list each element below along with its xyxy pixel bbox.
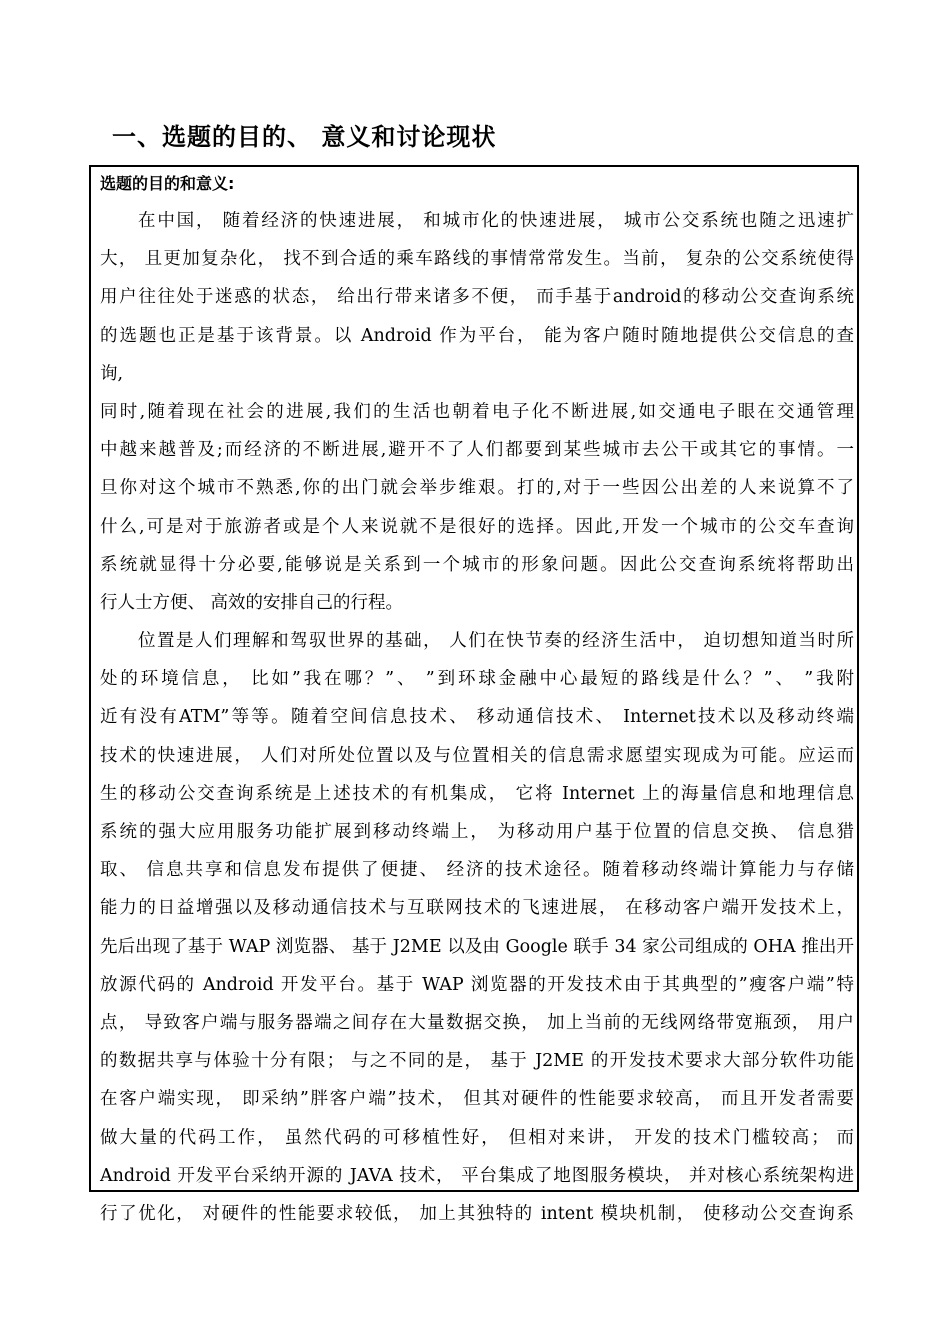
text-line: 处的环境信息， 比如”我在哪？”、 ”到环球金融中心最短的路线是什么？”、 ”我附: [100, 669, 854, 690]
text-line: 在中国， 随着经济的快速进展， 和城市化的快速进展， 城市公交系统也随之迅速扩: [138, 211, 854, 231]
text-line: 近有没有ATM”等等。随着空间信息技术、 移动通信技术、 Internet技术以及移动终端: [100, 707, 854, 728]
text-line: 做大量的代码工作， 虽然代码的可移植性好， 但相对来讲， 开发的技术门槛较高； 而: [100, 1127, 854, 1148]
content-box: [89, 165, 859, 1224]
subsection-title: 选题的目的和意义:: [100, 174, 235, 193]
text-line: 用户往往处于迷惑的状态， 给出行带来诸多不便， 而手基于android的移动公交查询系统: [100, 287, 854, 308]
text-line: 先后出现了基于 WAP 浏览器、 基于 J2ME 以及由 Google 联手 34 家公司组成的 OHA 推出开: [100, 936, 854, 957]
text-line: 中越来越普及;而经济的不断进展,避开不了人们都要到某些城市去公干或其它的事情。一: [100, 440, 854, 461]
text-line: 行了优化， 对硬件的性能要求较低， 加上其独特的 intent 模块机制， 使移动公交查询系: [100, 1203, 854, 1224]
text-line: 生的移动公交查询系统是上述技术的有机集成， 它将 Internet 上的海量信息和地理信息: [100, 783, 854, 804]
text-line: 技术的快速进展， 人们对所处位置以及与位置相关的信息需求愿望实现成为可能。应运而: [100, 745, 854, 766]
text-line: 位置是人们理解和驾驭世界的基础， 人们在快节奏的经济生活中， 迫切想知道当时所: [138, 631, 854, 652]
text-line: 系统就显得十分必要,能够说是关系到一个城市的形象问题。因此公交查询系统将帮助出: [100, 554, 854, 575]
text-line: 在客户端实现， 即采纳”胖客户端”技术， 但其对硬件的性能要求较高， 而且开发者需要: [100, 1089, 854, 1110]
text-line: 的数据共享与体验十分有限； 与之不同的是， 基于 J2ME 的开发技术要求大部分软件功能: [100, 1051, 854, 1072]
text-line: 系统的强大应用服务功能扩展到移动终端上， 为移动用户基于位置的信息交换、 信息猎: [100, 822, 854, 842]
text-line: 旦你对这个城市不熟悉,你的出门就会举步维艰。打的,对于一些因公出差的人来说算不了: [100, 478, 854, 499]
text-line: 同时,随着现在社会的进展,我们的生活也朝着电子化不断进展,如交通电子眼在交通管理: [100, 401, 854, 422]
text-line: 取、 信息共享和信息发布提供了便捷、 经济的技术途径。随着移动终端计算能力与存储: [100, 860, 854, 881]
text-line: 行人士方便、 高效的安排自己的行程。: [100, 592, 404, 613]
section-heading: 一、选题的目的、 意义和讨论现状: [112, 123, 497, 151]
text-line: 的选题也正是基于该背景。以 Android 作为平台， 能为客户随时随地提供公交信息的查: [100, 325, 854, 346]
text-line: 什么,可是对于旅游者或是个人来说就不是很好的选择。因此,开发一个城市的公交车查询: [100, 516, 854, 537]
text-line: 能力的日益增强以及移动通信技术与互联网技术的飞速进展， 在移动客户端开发技术上，: [100, 898, 854, 919]
text-line: 点， 导致客户端与服务器端之间存在大量数据交换， 加上当前的无线网络带宽瓶颈， 用户: [100, 1012, 854, 1033]
text-line: 大， 且更加复杂化， 找不到合适的乘车路线的事情常常发生。当前， 复杂的公交系统使得: [100, 249, 854, 270]
body-text: [100, 202, 854, 1233]
text-line: 询,: [100, 363, 124, 384]
text-line: Android 开发平台采纳开源的 JAVA 技术， 平台集成了地图服务模块， 并对核心系统架构进: [100, 1165, 854, 1186]
text-line: 放源代码的 Android 开发平台。基于 WAP 浏览器的开发技术由于其典型的”瘦客户端”特: [100, 974, 854, 995]
